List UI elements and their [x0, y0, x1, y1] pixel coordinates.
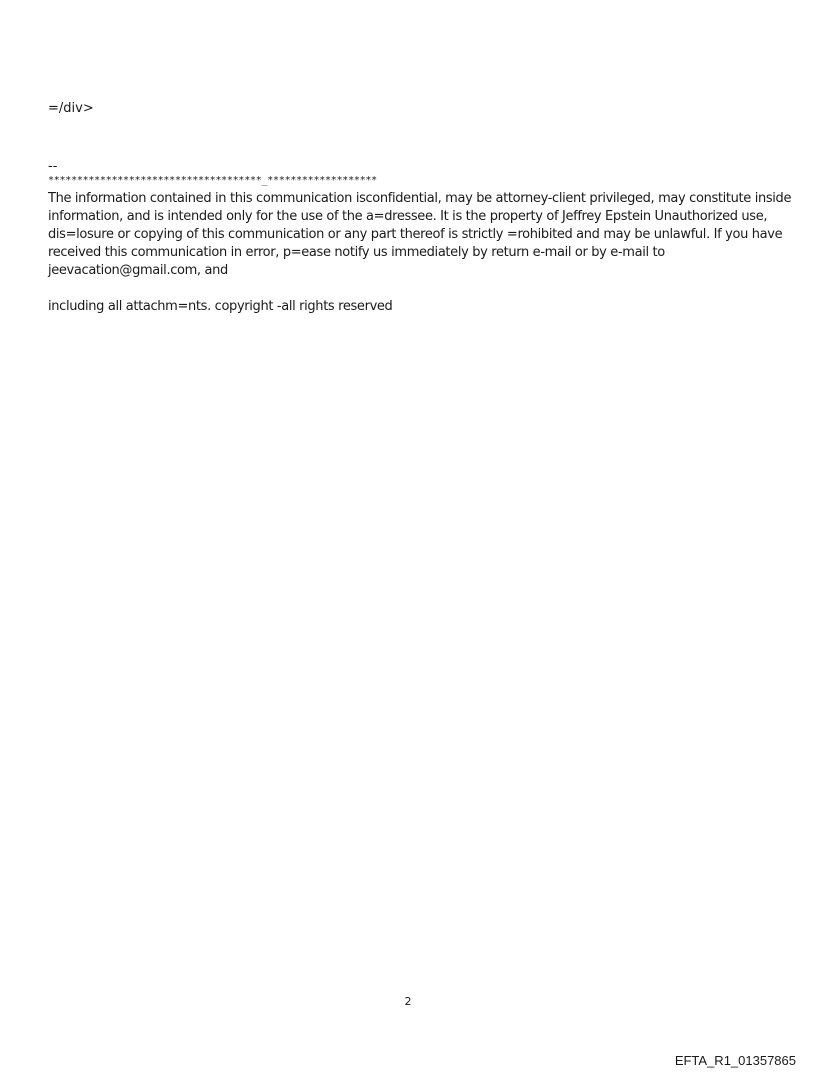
bates-number: EFTA_R1_01357865	[674, 1053, 796, 1068]
attachments-copyright-line: including all attachm=nts. copyright -all rights reserved	[48, 299, 393, 314]
disclaimer-line: dis=losure or copying of this communication or any part thereof is strictly =rohibited and may be unlawful. If you have	[48, 227, 783, 242]
asterisk-separator-line: *************************************_*******************	[48, 175, 377, 186]
confidentiality-disclaimer	[48, 190, 792, 280]
disclaimer-line: information, and is intended only for the use of the a=dressee. It is the property of Jeffrey Epstein Unauthorized use,	[48, 209, 768, 224]
page-number: 2	[404, 995, 412, 1008]
disclaimer-line: received this communication in error, p=ease notify us immediately by return e-mail or by e-mail to	[48, 245, 665, 260]
disclaimer-line: jeevacation@gmail.com, and	[48, 263, 228, 278]
email-body	[48, 100, 792, 316]
disclaimer-line: The information contained in this communication isconfidential, may be attorney-client privileged, may constitute inside	[48, 191, 792, 206]
signature-separator: --	[48, 159, 58, 174]
div-close-text: =/div>	[48, 101, 94, 116]
